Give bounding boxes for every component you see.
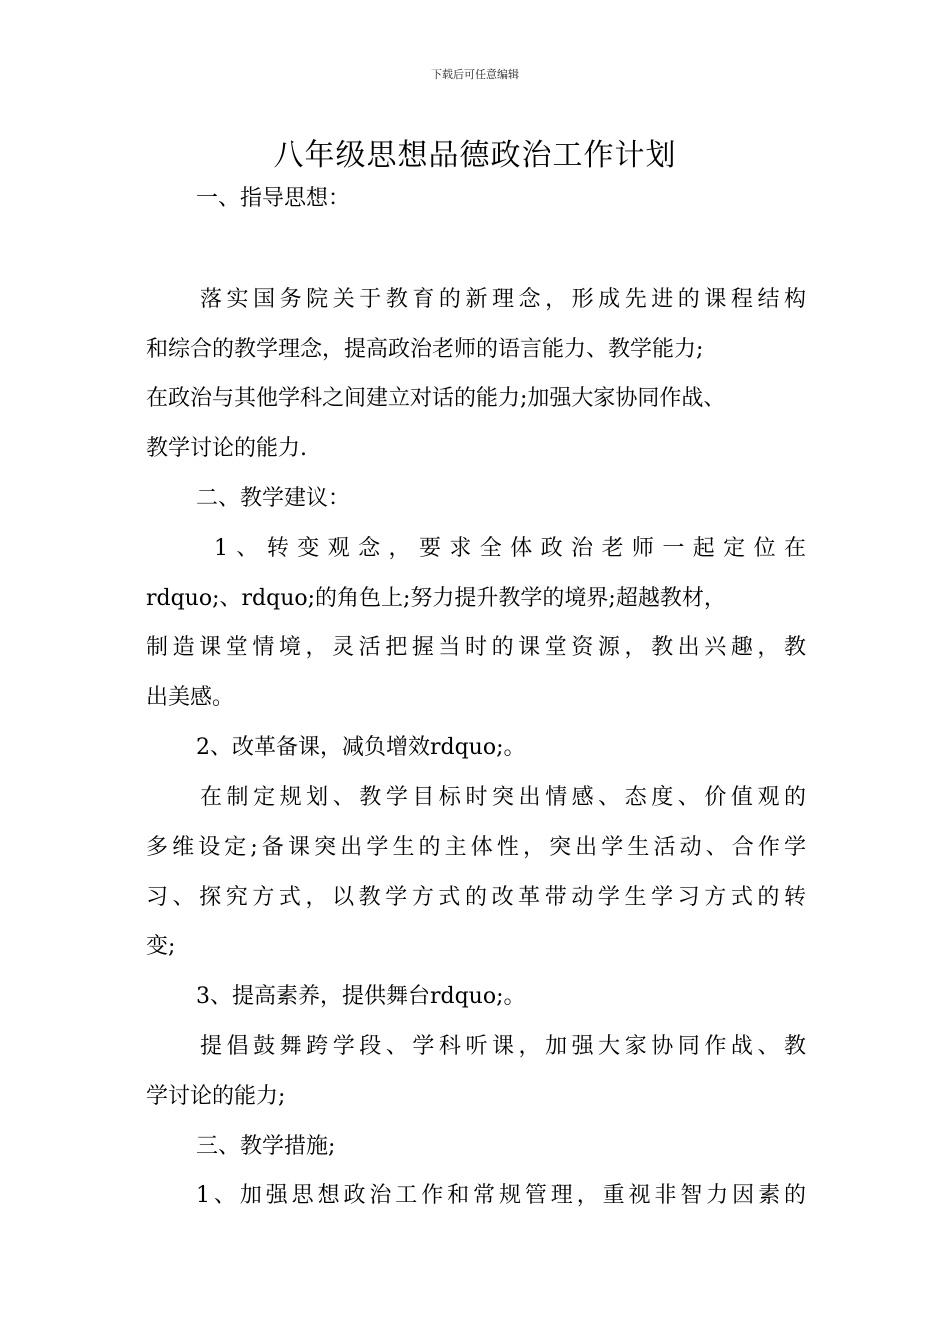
section-heading-3: 三、教学措施;: [196, 1134, 336, 1159]
document-title: 八年级思想品德政治工作计划: [273, 138, 677, 173]
header-note: 下载后可任意编辑: [431, 68, 519, 81]
paragraph-line: 多维设定;备课突出学生的主体性，突出学生活动、合作学: [146, 835, 806, 860]
paragraph-line: 出美感。: [146, 685, 235, 710]
paragraph-line: 变;: [146, 934, 176, 959]
paragraph-line: 习、探究方式，以教学方式的改革带动学生学习方式的转: [146, 885, 806, 910]
paragraph-line: 1、加强思想政治工作和常规管理，重视非智力因素的: [196, 1183, 806, 1208]
paragraph-line: 在政治与其他学科之间建立对话的能力;加强大家协同作战、: [146, 386, 726, 411]
section-heading-1: 一、指导思想：: [196, 186, 351, 211]
paragraph-line: 制造课堂情境，灵活把握当时的课堂资源，教出兴趣，教: [146, 635, 806, 660]
subheading-line: 2、改革备课，减负增效rdquo;。: [196, 735, 526, 760]
paragraph-line: 和综合的教学理念，提高政治老师的语言能力、教学能力;: [146, 337, 704, 362]
paragraph-line: 在制定规划、教学目标时突出情感、态度、价值观的: [200, 785, 806, 810]
paragraph-line: 提倡鼓舞跨学段、学科听课，加强大家协同作战、教: [200, 1034, 806, 1059]
section-heading-2: 二、教学建议：: [196, 486, 351, 511]
subheading-line: 3、提高素养，提供舞台rdquo;。: [196, 984, 526, 1009]
paragraph-line: 落实国务院关于教育的新理念，形成先进的课程结构: [200, 287, 806, 312]
paragraph-line: 教学讨论的能力.: [146, 436, 307, 461]
paragraph-line: 1、转变观念，要求全体政治老师一起定位在: [214, 536, 806, 561]
paragraph-line: rdquo;、rdquo;的角色上;努力提升教学的境界;超越教材，: [146, 586, 726, 611]
paragraph-line: 学讨论的能力;: [146, 1084, 286, 1109]
